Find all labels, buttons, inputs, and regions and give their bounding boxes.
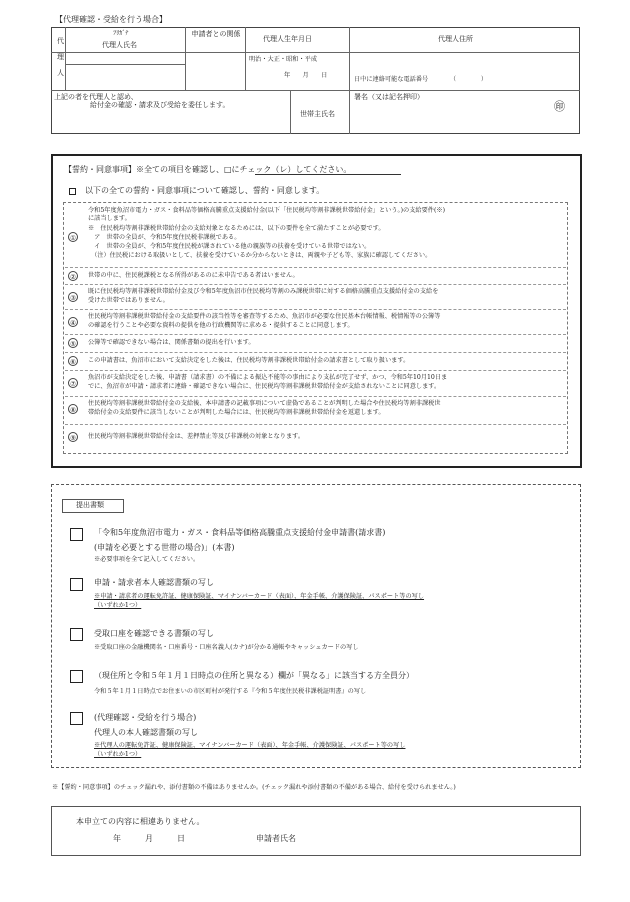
daytime-phone-label[interactable]: 日中に連絡可能な電話番号 （ ）: [354, 76, 488, 83]
item-line: この申請書は、魚沼市において支給決定をした後は、住民税均等割非課税世帯給付金の請求書として取り扱います。: [88, 357, 410, 364]
proxy-section-header: 【代理確認・受給を行う場合】: [55, 15, 167, 24]
item-number-9: ⑨: [68, 432, 78, 442]
proxy-side-label-1: 代: [57, 37, 64, 45]
declaration-date[interactable]: 年 月 日: [113, 834, 185, 843]
pledge-item-4: [63, 311, 568, 333]
item-line: でに、魚沼市が申請・請求者に連絡・確認できない場合に、住民税均等割非課税世帯給付金が支給されないことに同意します。: [88, 383, 441, 390]
item-number-3: ③: [68, 292, 78, 302]
document-title-2: 申請・請求者本人確認書類の写し: [94, 578, 214, 587]
document-checkbox-2[interactable]: [70, 578, 83, 591]
delegation-text-1: 上記の者を代理人と認め、: [54, 93, 138, 101]
item-line: の確認を行うことや必要な資料の提供を他の行政機関等に求める・提供することに同意します。: [88, 322, 354, 329]
item-line: 令和5年度魚沼市電力・ガス・食料品等価格高騰重点支援給付金(以下「住民税均等割非課税世帯給付金」という。)の支給要件(※): [88, 207, 445, 214]
item-line: （注）住民税における取扱いとして、扶養を受けているか分からないときは、両親や子ども等、家族に確認してください。: [88, 252, 432, 259]
document-title-5b: 代理人の本人確認書類の写し: [94, 728, 198, 737]
document-checkbox-4[interactable]: [70, 670, 83, 683]
proxy-side-label-3: 人: [57, 69, 64, 77]
item-line: 公簿等で確認できない場合は、関係書類の提出を行います。: [88, 339, 255, 346]
pledge-item-3: [63, 286, 568, 308]
item-number-4: ④: [68, 317, 78, 327]
document-title-3: 受取口座を確認できる書類の写し: [94, 629, 214, 638]
item-line: に該当します。: [88, 215, 131, 222]
document-checkbox-3[interactable]: [70, 628, 83, 641]
document-note-4: 令和５年１月１日時点でお住まいの市区町村が発行する『令和５年度住民税非課税証明書』の写し: [94, 688, 367, 695]
item-line: 既に住民税均等割非課税世帯給付金及び令和5年度魚沼市住民税均等割のみ課税世帯に対する価格高騰重点支援給付金の支給を: [88, 288, 439, 295]
signature-label: 署名（又は記名押印）: [354, 93, 424, 101]
pledge-item-2: [63, 269, 568, 283]
pledge-item-8: [63, 398, 568, 420]
item-line: イ 世帯の全員が、令和5年度住民税が課されている他の親族等の扶養を受けている世帯ではない。: [88, 243, 371, 250]
item-line: 帯給付金の支給要件に該当しないことが判明した場合には、住民税均等割非課税世帯給付金を返還します。: [88, 409, 385, 416]
item-number-1: ①: [68, 232, 78, 242]
item-line: ※ 住民税均等割非課税世帯給付金の支給対象となるためには、以下の要件を全て満たすことが必要です。: [88, 225, 385, 232]
item-number-7: ⑦: [68, 378, 78, 388]
householder-name-label: 世帯主氏名: [300, 110, 335, 118]
birthdate-header: 代理人生年月日: [263, 35, 312, 43]
document-title-5: (代理確認・受給を行う場合): [94, 713, 197, 722]
item-line: 住民税均等割非課税世帯給付金の支給後、本申請書の記載事項について虚偽であることが判明した場合や住民税均等割非課税世: [88, 400, 441, 407]
furigana-field[interactable]: [68, 53, 182, 63]
relation-field[interactable]: [188, 54, 242, 88]
document-note-2: ※申請・請求者の運転免許証、健康保険証、マイナンバーカード（表面）、年金手帳、介護保険証、パスポート等の写し: [94, 593, 425, 600]
item-number-5: ⑤: [68, 338, 78, 348]
era-options[interactable]: 明治・大正・昭和・平成: [249, 56, 318, 63]
pledge-item-5: [63, 336, 568, 350]
documents-box: [51, 484, 581, 768]
document-title-4: （現住所と令和５年１月１日時点の住所と異なる）欄が「異なる」に該当する方全員分）: [94, 671, 414, 680]
signature-field[interactable]: [352, 104, 548, 130]
item-line: 住民税均等割非課税世帯給付金は、差押禁止等及び非課税の対象となります。: [88, 433, 305, 440]
document-note-1: ※必要事項を全て記入してください。: [94, 556, 200, 563]
footnote: ※【誓約・同意事項】のチェック漏れや、添付書類の不備はありませんか。(チェック漏れや添付書類の不備がある場合、給付を受けられません。): [52, 784, 456, 791]
document-note-3: ※受取口座の金融機関名・口座番号・口座名義人(カナ)が分かる通帳やキャッシュカードの写し: [94, 644, 359, 651]
proxy-side-label-2: 理: [57, 53, 64, 61]
applicant-name-field[interactable]: [305, 830, 565, 848]
proxy-name-header: 代理人氏名: [102, 41, 137, 49]
document-note-5: ※代理人の運転免許証、健康保険証、マイナンバーカード（表面）、年金手帳、介護保険証、パスポート等の写し: [94, 742, 406, 749]
pledge-item-9: [63, 430, 568, 444]
item-number-2: ②: [68, 271, 78, 281]
address-header: 代理人住所: [438, 35, 473, 43]
documents-title: 提出書類: [76, 501, 104, 509]
item-number-8: ⑧: [68, 404, 78, 414]
pledge-item-6: [63, 354, 568, 368]
item-line: 住民税均等割非課税世帯給付金の支給要件の該当性等を審査等するため、魚沼市が必要な住民基本台帳情報、税情報等の公簿等: [88, 313, 441, 320]
document-checkbox-1[interactable]: [70, 528, 83, 541]
declaration-text: 本申立ての内容に相違ありません。: [76, 817, 205, 826]
furigana-header: ﾌﾘｶﾞﾅ: [113, 30, 129, 37]
document-title-1b: (申請を必要とする世帯の場合)」(本書): [94, 543, 235, 552]
delegation-text-2: 給付金の確認・請求及び受給を委任します。: [90, 101, 230, 109]
birthdate-units[interactable]: 年 月 日: [284, 72, 328, 79]
proxy-name-field[interactable]: [68, 66, 182, 88]
pledge-agree-checkbox[interactable]: [69, 188, 76, 195]
document-note-5b: （いずれか1つ）: [94, 751, 142, 758]
pledge-item-1: [63, 205, 568, 267]
document-title-1: 「令和5年度魚沼市電力・ガス・食料品等価格高騰重点支援給付金申請書(請求書): [94, 528, 386, 537]
document-note-2b: （いずれか1つ）: [94, 602, 142, 609]
item-number-6: ⑥: [68, 356, 78, 366]
pledge-item-7: [63, 372, 568, 394]
pledge-title-underline: [255, 174, 401, 175]
item-line: 世帯の中に、住民税課税となる所得があるのに未申告である者はいません。: [88, 272, 299, 279]
seal-icon: ㊞: [554, 100, 565, 113]
pledge-agree-label: 以下の全ての誓約・同意事項について確認し、誓約・同意します。: [85, 186, 325, 195]
item-line: ア 世帯の全員が、令和5年度住民税非課税である。: [88, 234, 241, 241]
item-line: 魚沼市が支給決定をした後、申請書（請求書）の不備による振込不能等の事由により支払が完了せず、かつ、令和5年10月10日ま: [88, 374, 448, 381]
applicant-name-label: 申請者氏名: [256, 834, 296, 843]
item-line: 受けた世帯ではありません。: [88, 297, 169, 304]
relation-header: 申請者との関係: [191, 30, 241, 38]
document-checkbox-5[interactable]: [70, 712, 83, 725]
address-field[interactable]: [352, 54, 577, 72]
pledge-title: 【誓約・同意事項】※全ての項目を確認し、□にチェック（レ）してください。: [64, 165, 352, 174]
